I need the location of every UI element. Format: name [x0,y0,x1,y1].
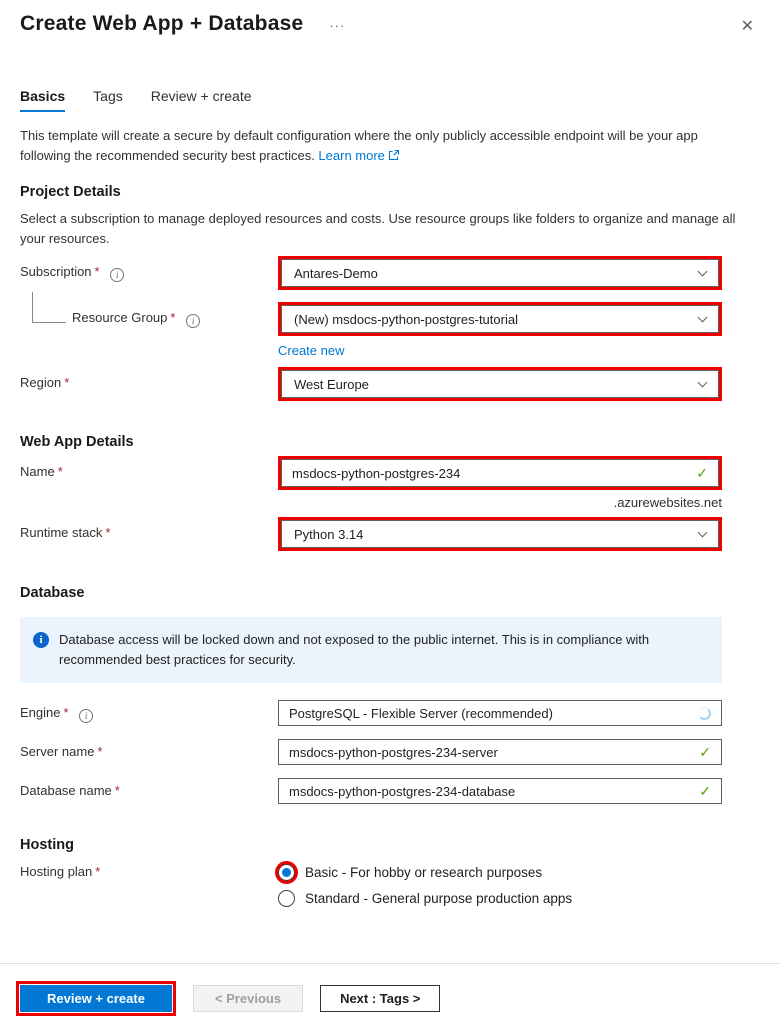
database-name-field-wrapper [278,778,722,804]
footer-bar [0,963,780,1012]
external-link-icon [388,147,400,167]
hierarchy-connector-line [32,292,66,323]
name-label-text: Name [20,464,55,479]
required-asterisk: * [97,744,103,760]
region-dropdown[interactable] [281,370,719,398]
highlight-box [278,367,722,401]
subscription-label [20,256,278,282]
server-name-label-text: Server name [20,744,95,760]
info-icon[interactable]: i [79,709,93,723]
resource-group-value: (New) msdocs-python-postgres-tutorial [294,311,518,327]
tab-tags[interactable]: Tags [93,88,123,104]
tab-review-create[interactable]: Review + create [150,88,252,104]
required-asterisk: * [114,783,120,799]
database-name-input[interactable] [289,784,691,799]
database-heading: Database [20,585,85,601]
runtime-stack-label [20,517,278,540]
highlight-box [278,456,722,490]
project-details-heading: Project Details [20,184,121,200]
web-app-details-heading: Web App Details [20,434,134,450]
info-banner [20,617,722,683]
chevron-down-icon [698,266,708,276]
name-field-wrapper [281,459,719,487]
check-icon: ✓ [699,782,711,799]
tab-basics[interactable]: Basics [20,88,65,112]
highlight-box [278,517,722,551]
info-filled-icon: i [33,632,49,648]
hosting-plan-label-text: Hosting plan [20,864,93,880]
info-icon[interactable]: i [186,314,200,328]
server-name-row [20,739,760,765]
resource-group-row [20,302,760,358]
resource-group-label-inner: Resource Group [72,310,168,325]
name-row [20,456,760,510]
database-name-row [20,778,760,804]
region-value: West Europe [294,376,369,392]
runtime-stack-value: Python 3.14 [294,526,364,542]
highlight-box [278,256,722,290]
hosting-plan-row [20,858,760,916]
engine-label [20,700,278,723]
chevron-down-icon [698,377,708,387]
chevron-down-icon [698,312,708,322]
engine-row [20,700,760,726]
engine-label-text: Engine [20,705,61,721]
server-name-label [20,739,278,759]
required-asterisk: * [57,464,63,479]
radio-unselected-icon[interactable] [278,890,295,907]
check-icon: ✓ [696,464,708,481]
radio-selected-icon[interactable] [278,864,295,881]
loading-spinner-icon [698,707,711,720]
name-label [20,456,278,479]
runtime-stack-dropdown[interactable] [281,520,719,548]
required-asterisk: * [95,864,101,880]
runtime-stack-label-text: Runtime stack [20,525,103,540]
radio-option-basic[interactable] [278,864,722,881]
subscription-value: Antares-Demo [294,265,378,281]
project-details-description: Select a subscription to manage deployed resources and costs. Use resource groups like folders to organize and manage all your resources. [20,211,736,246]
info-icon[interactable]: i [110,268,124,282]
review-create-button[interactable]: Review + create [20,985,172,1012]
region-label [20,367,278,390]
close-icon[interactable]: ✕ [740,18,754,35]
runtime-stack-row [20,517,760,551]
radio-standard-label: Standard - General purpose production apps [305,891,573,907]
page-title: Create Web App + Database [20,12,304,35]
resource-group-label-text [72,310,200,325]
chevron-down-icon [698,527,708,537]
required-asterisk: * [170,310,176,325]
subscription-dropdown[interactable] [281,259,719,287]
server-name-field-wrapper [278,739,722,765]
server-name-input[interactable] [289,745,691,760]
subscription-label-text: Subscription [20,264,92,279]
titlebar [20,12,760,38]
region-row [20,367,760,401]
region-label-text: Region [20,375,62,390]
radio-basic-label: Basic - For hobby or research purposes [305,865,543,881]
previous-button[interactable]: < Previous [193,985,303,1012]
hosting-plan-radio-group [278,858,722,916]
domain-suffix: .azurewebsites.net [613,495,722,510]
hosting-heading: Hosting [20,837,74,854]
intro-text [20,126,748,166]
check-icon: ✓ [699,743,711,760]
required-asterisk: * [64,375,70,390]
create-new-link[interactable]: Create new [278,343,345,358]
engine-input[interactable] [289,706,690,721]
hosting-plan-label [20,858,278,879]
required-asterisk: * [105,525,111,540]
tab-bar [20,88,760,112]
engine-field-wrapper [278,700,722,726]
learn-more-link[interactable]: Learn more [318,147,385,163]
database-name-label-text: Database name [20,783,112,799]
intro-text-body: This template will create a secure by default configuration where the only publicly accessible endpoint will be your app following the recommended security best practices. [20,128,698,163]
info-banner-text: Database access will be locked down and not exposed to the public internet. This is in compliance with recommended best practices for security. [59,632,650,668]
next-tags-button[interactable]: Next : Tags > [320,985,440,1012]
radio-option-standard[interactable] [278,890,722,907]
required-asterisk: * [63,705,69,721]
database-name-label [20,778,278,798]
name-input[interactable] [292,466,688,481]
highlight-box [278,302,722,336]
subscription-row [20,256,760,290]
resource-group-dropdown[interactable] [281,305,719,333]
required-asterisk: * [94,264,100,279]
more-options-icon[interactable]: ··· [329,18,346,33]
